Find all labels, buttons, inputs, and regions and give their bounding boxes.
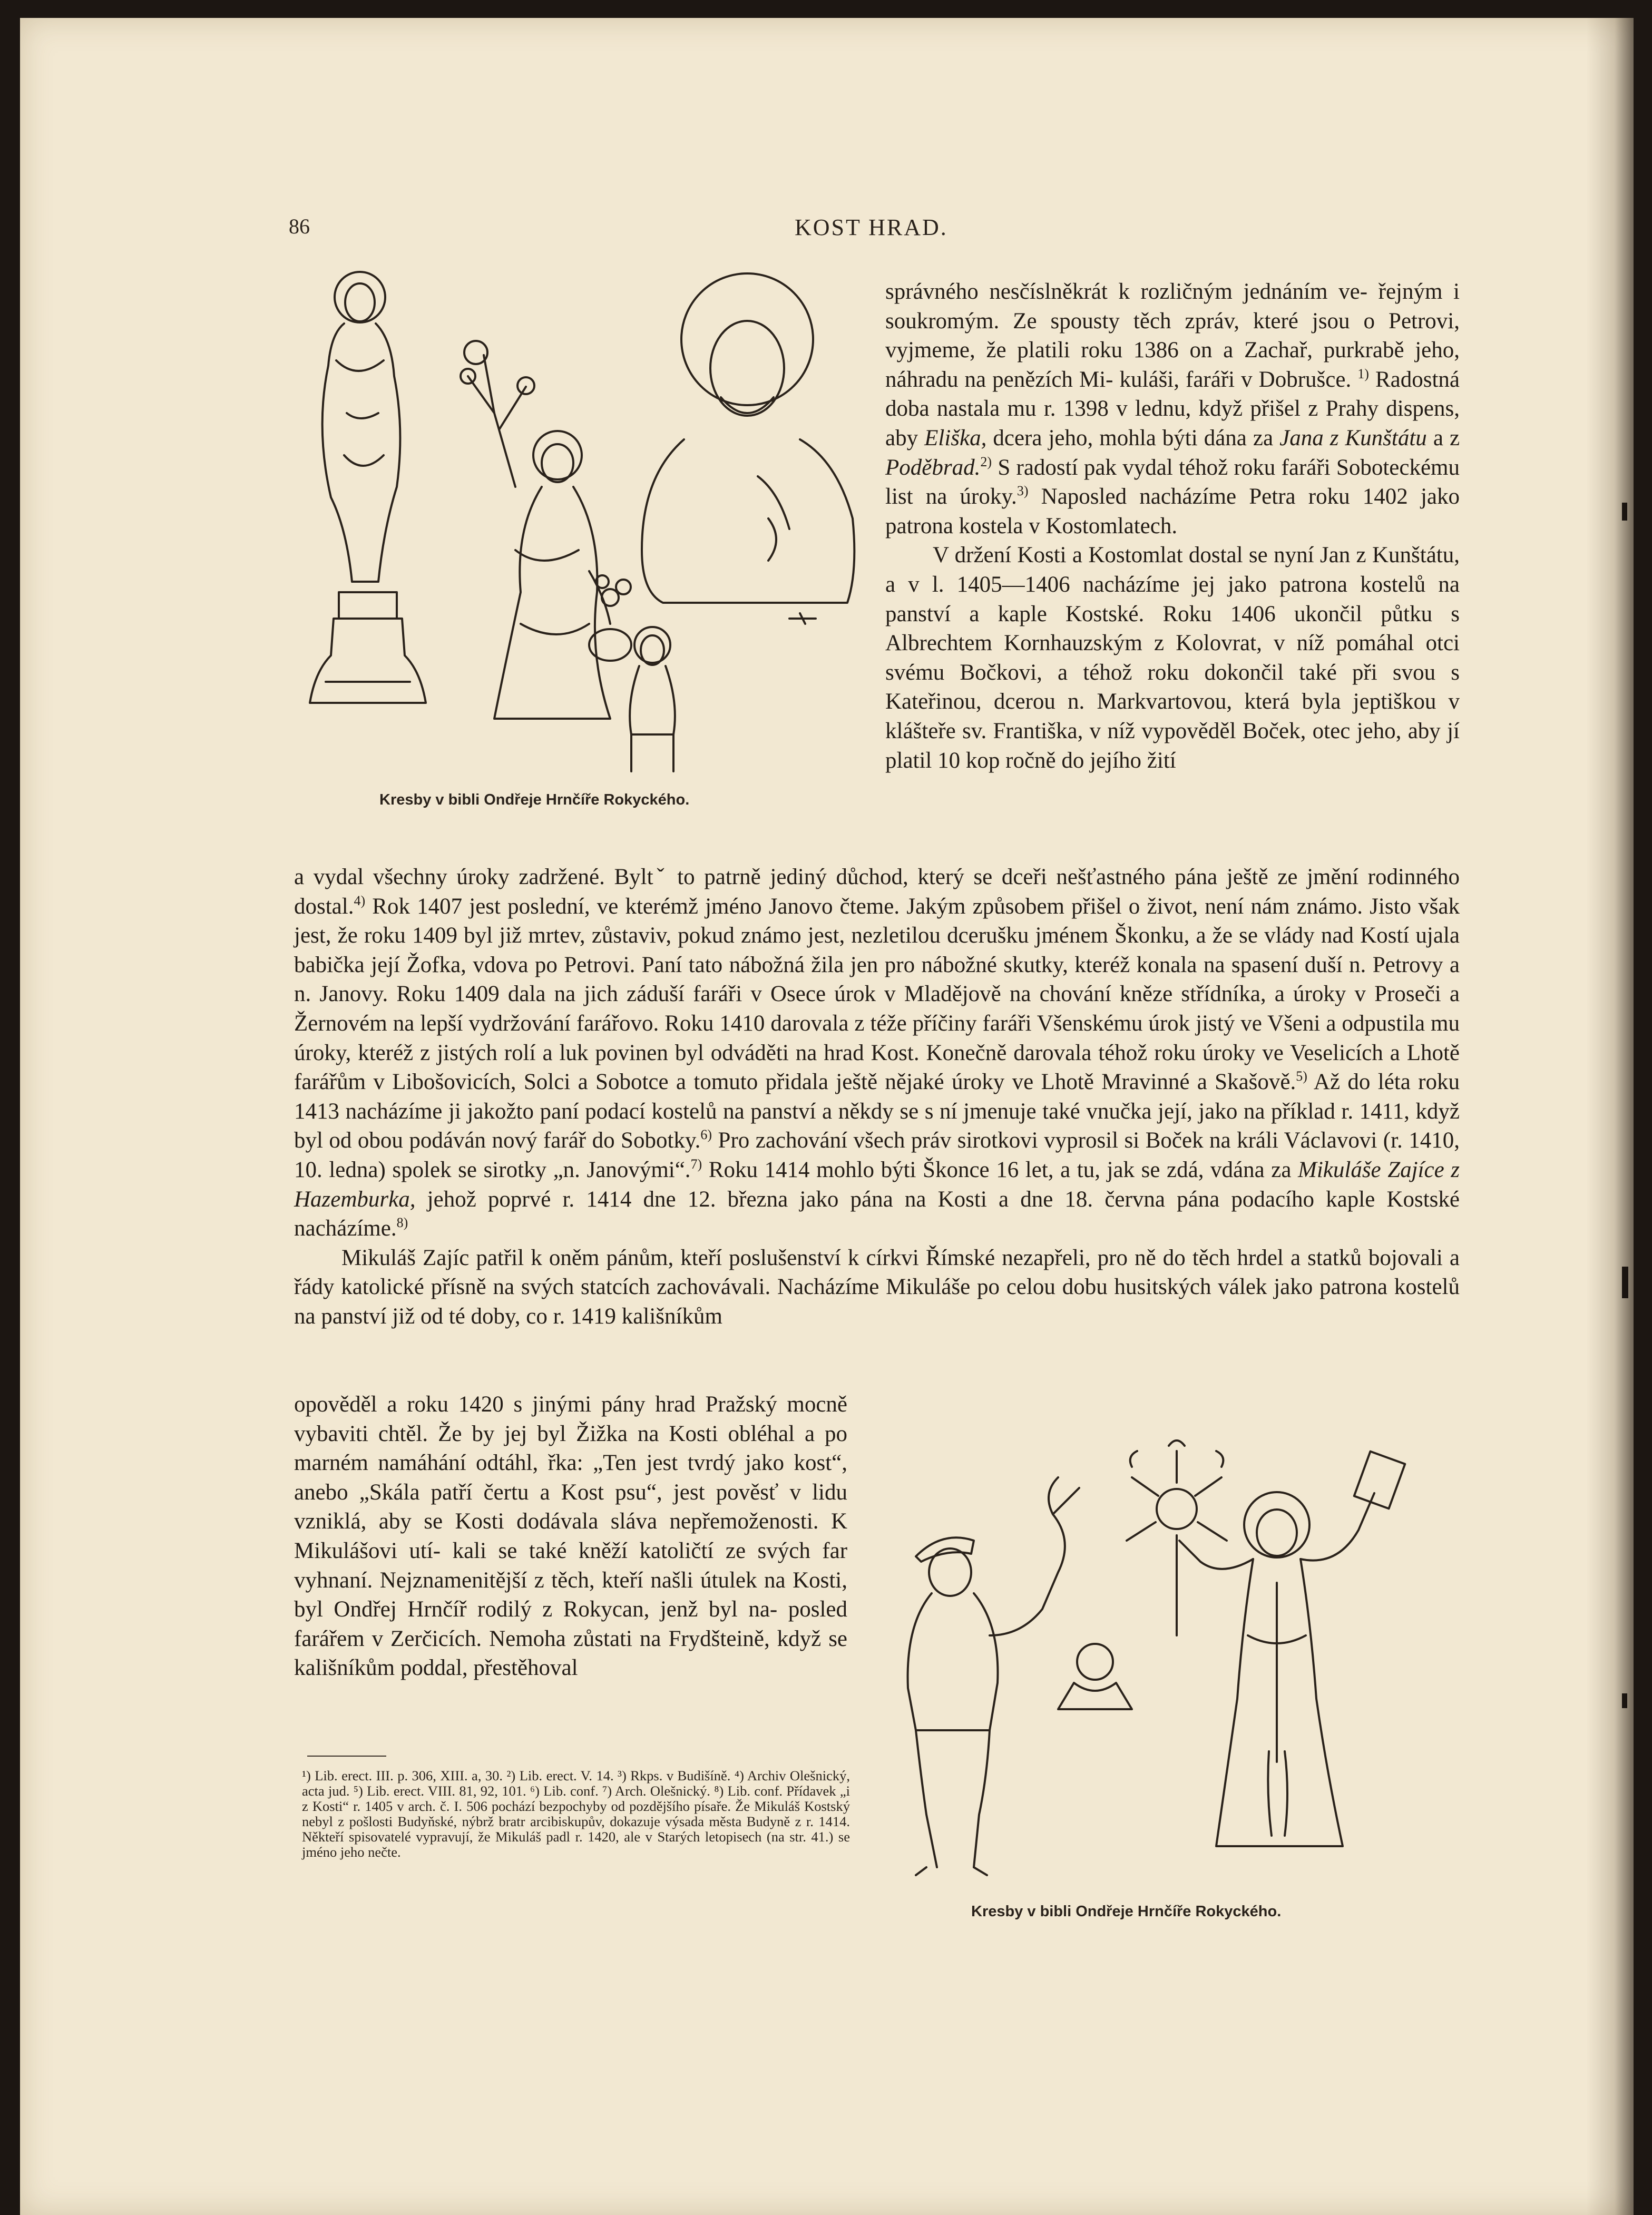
- footnote-ref: 6): [700, 1127, 712, 1143]
- text-line: jsou o Petrovi, vyjmeme, že platili roku 1386 on: [885, 308, 1460, 363]
- edge-mark: [1622, 1267, 1628, 1298]
- bottom-figure-caption: Kresby v bibli Ondřeje Hrnčíře Rokyckého.: [971, 1903, 1282, 1920]
- footnote-ref: 3): [1016, 483, 1029, 499]
- text-line: správného nesčíslněkrát k rozličným jednáním ve-: [885, 279, 1368, 304]
- paragraph-text: jehož poprvé r. 1414 dne 12. března jako pána na Kosti a dne 18. června pána podacího kaple Kostské nacházíme.: [294, 1187, 1460, 1241]
- italic-name: Mikuláše Zajíce z Hazemburka,: [294, 1157, 1460, 1212]
- paragraph-start: V držení Kosti a Kostomlat dostal se nyní Jan z Kunštátu, a v l. 1405—1406 nacházíme jej jako patrona kostelů na panství a kaple Kostské. Roku 1406 ukončil půtku s Albrechtem Kornhauzským z Kolovrat, v níž pomáhal otci svému Bočkovi, a téhož roku dokončil také při svou s Kateřinou, dcerou n. Markvartovou, která byla jeptiškou v klášteře sv. Františka, v níž vypověděl Boček, otec jeho, aby jí platil 10 kop ročně do jejího žití: [885, 543, 1460, 773]
- text-line: posled farářem v Zerčicích. Nemoha zůstati na: [294, 1597, 848, 1651]
- paragraph-text: Pro zachování všech práv sirotkovi vyprosil si Boček na králi Václavovi (r. 1410, 10. ledna) spolek se sirotky „n. Janovými“.: [294, 1128, 1460, 1182]
- paragraph-text: Rok 1407 jest poslední, ve kterémž jméno Janovo čteme. Jakým způsobem přišel o život, není nám známo. Jisto však jest, že roku 1409 byl již mrtev, zůstaviv, pokud známo jest, nezletilou dcerušku jménem Škonku, a že se vlády nad Kostí ujala babička její Žofka, vdova po Petrovi. Paní tato nábožná žila jen pro nábožné skutky, kteréž konala na spasení duší n. Petrovy a n. Janovy. Roku 1409 dala na jich záduší faráři v Osece úrok v Mladějově na chování kněze střídníka, a úroky v Proseči a Žernovém na lepší vydržování farářovo. Roku 1410 darovala z téže příčiny faráři Všenskému úrok jistý ve Všeni a odpustila mu úroky, kteréž z jistých rolí a luk povinen byl odváděti na hrad Kost. Konečně darovala téhož roku úroky ve Veselicích a Lhotě farářům v Libošovicích, Solci a Sobotce a tomuto přidala ještě nějaké úroky ve Lhotě Mravinné a Skašově.: [294, 894, 1460, 1095]
- text-line: opověděl a roku 1420 s jinými pány hrad Pražský: [294, 1392, 777, 1417]
- edge-mark: [1622, 1693, 1627, 1708]
- saints-drawing: [294, 255, 874, 782]
- left-column-text: [294, 1390, 847, 1683]
- running-title: KOST HRAD.: [795, 214, 948, 240]
- paragraph-text: S radostí pak vydal téhož roku faráři Soboteckému list na úroky.: [885, 455, 1460, 509]
- paragraph-text: a vydal všechny úroky zadržené. Byltˇ to patrně jediný důchod, který se dceři nešťastného pána ještě ze jmění rodinného dostal.: [294, 865, 1460, 919]
- edge-mark: [1622, 503, 1627, 521]
- text-line: jest tvrdý jako kost“, anebo „Skála patří čertu a: [294, 1450, 848, 1505]
- footnote-ref: 2): [980, 454, 992, 469]
- italic-name: Eliška,: [924, 425, 987, 450]
- book-page: [20, 18, 1634, 2215]
- text-line: a Zachař, purkrabě jeho, náhradu na penězích Mi-: [885, 338, 1460, 392]
- page-spine-shadow: [1586, 18, 1634, 2215]
- text-line: řejným i soukromým. Ze spousty těch zpráv, které: [885, 279, 1460, 334]
- footnote-rule: [307, 1756, 386, 1757]
- top-illustration: [294, 255, 874, 782]
- full-width-text: [294, 863, 1460, 1331]
- footnotes: ¹) Lib. erect. III. p. 306, XIII. a, 30. ²) Lib. erect. V. 14. ³) Rkps. v Budišíně. ⁴) Archiv Olešnický, acta jud. ⁵) Lib. erect. VIII. 81, 92, 101. ⁶) Lib. conf. ⁷) Arch. Olešnický. ⁸) Lib. conf. Přídavek „i z Kosti“ r. 1405 v arch. č. I. 506 pochází bezpochyby od pozdějšího písaře. Že Mikuláš Kostský nebyl z pošlosti Budyňské, nýbrž bratr arcibiskupův, dokazuje výsada města Budyně z r. 1414. Někteří spisovatelé vypravují, že Mikuláš padl r. 1420, ale v Starých letopisech (na str. 41.) se jméno jeho nečte.: [302, 1768, 850, 1860]
- footnote-ref: 7): [690, 1156, 702, 1172]
- paragraph-mikulas: Mikuláš Zajíc patřil k oněm pánům, kteří poslušenství k církvi Římské nezapřeli, pro ně do těch hrdel a statků bojovali a řády katolické přísně na svých statcích zachovávali. Nacházíme Mikuláše po celou dobu husitských válek jako patrona kostelů na panství již od té doby, co r. 1419 kališníkům: [294, 1245, 1460, 1329]
- text-line: Nejznamenitější z těch, kteří našli útulek na Kosti,: [379, 1567, 847, 1593]
- figures-drawing: [884, 1435, 1432, 1899]
- top-figure-caption: Kresby v bibli Ondřeje Hrnčíře Rokyckého.: [379, 791, 690, 808]
- footnote-ref: 5): [1296, 1069, 1307, 1084]
- italic-name: Jana z Kunštátu: [1279, 425, 1427, 450]
- text-line: dodávala sláva nepřemoženosti. K Mikulášovi utí-: [294, 1509, 848, 1563]
- text-line: obléhal a po marném namáhání odtáhl, řka: „Ten: [294, 1421, 848, 1476]
- footnote-ref: 1): [1357, 366, 1369, 381]
- right-column-text: [885, 277, 1460, 775]
- text-line: kuláši, faráři v Dobrušce.: [1119, 367, 1352, 392]
- paragraph-text: dcera jeho, mohla býti dána za: [993, 425, 1274, 450]
- text-line: kali se také kněží katoličtí ze svých far vyhnaní.: [294, 1538, 848, 1593]
- text-line: byl Ondřej Hrnčíř rodilý z Rokycan, jenž byl na-: [294, 1597, 778, 1622]
- text-line: Frydšteině, když se kališníkům poddal, přestěhoval: [294, 1626, 848, 1681]
- paragraph-text: Roku 1414 mohlo býti Škonce 16 let, a tu, jak se zdá, vdána za: [708, 1157, 1292, 1182]
- italic-name: Poděbrad.: [885, 455, 981, 480]
- page-number: 86: [289, 214, 310, 238]
- paragraph-text: Až do léta roku 1413 nacházíme ji jakožto paní podací kostelů na panství a někdy se s ní jmenuje také vnučka její, jako na příklad r. 1411, když byl od obou podáván nový farář do Sobotky.: [294, 1070, 1460, 1153]
- paragraph-text: Naposled nacházíme Petra roku 1402 jako patrona kostela v Kostomlatech.: [885, 484, 1460, 538]
- paragraph-text: Radostná doba nastala mu r. 1398 v lednu, když přišel z Prahy dispens, aby: [885, 367, 1460, 450]
- footnote-ref: 8): [396, 1215, 408, 1231]
- footnote-ref: 4): [354, 893, 366, 908]
- bottom-illustration: [884, 1435, 1432, 1899]
- paragraph-text: a z: [1433, 425, 1460, 450]
- text-line: mocně vybaviti chtěl. Že by jej byl Žižka na Kosti: [294, 1392, 847, 1446]
- text-line: Kost psu“, jest pověsť v lidu vzniklá, aby se Kosti: [294, 1479, 848, 1534]
